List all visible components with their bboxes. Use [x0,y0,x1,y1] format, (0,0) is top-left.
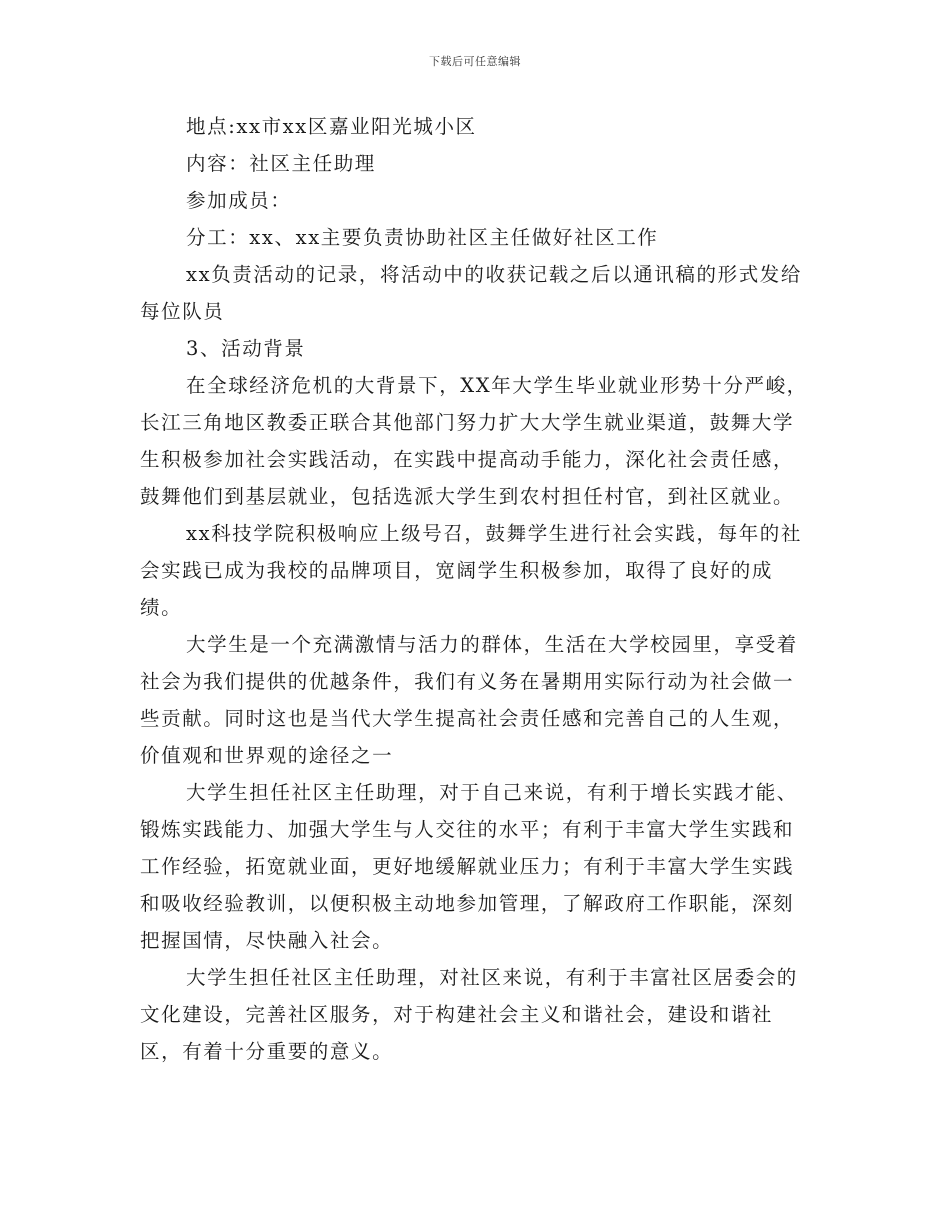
paragraph-background-1: 在全球经济危机的大背景下，XX年大学生毕业就业形势十分严峻，长江三角地区教委正联合其他部门努力扩大大学生就业渠道，鼓舞大学生积极参加社会实践活动，在实践中提高动手能力，深化社会责任感，鼓舞他们到基层就业，包括选派大学生到农村担任村官，到社区就业。 [140,374,808,508]
paragraph-background-3: 大学生是一个充满激情与活力的群体，生活在大学校园里，享受着社会为我们提供的优越条件，我们有义务在暑期用实际行动为社会做一些贡献。同时这也是当代大学生提高社会责任感和完善自己的人生观，价值观和世界观的途径之一 [140,633,798,767]
paragraph-content: 内容：社区主任助理 [186,152,376,175]
paragraph-background-5: 大学生担任社区主任助理，对社区来说，有利于丰富社区居委会的文化建设，完善社区服务，对于构建社会主义和谐社会，建设和谐社区，有着十分重要的意义。 [140,966,798,1063]
paragraph-location: 地点:xx市xx区嘉业阳光城小区 [186,115,477,138]
paragraph-recorder: xx负责活动的记录，将活动中的收获记载之后以通讯稿的形式发给每位队员 [140,263,802,323]
paragraph-background-4: 大学生担任社区主任助理，对于自己来说，有利于增长实践才能、锻炼实践能力、加强大学生与人交往的水平；有利于丰富大学生实践和工作经验，拓宽就业面，更好地缓解就业压力；有利于丰富大学生实践和吸收经验教训，以便积极主动地参加管理，了解政府工作职能，深刻把握国情，尽快融入社会。 [140,781,798,952]
section-heading-background: 3、活动背景 [186,337,306,360]
header-note: 下载后可任意编辑 [429,55,521,68]
document-body [140,108,808,1070]
paragraph-division: 分工：xx、xx主要负责协助社区主任做好社区工作 [186,226,659,249]
paragraph-members: 参加成员： [186,189,292,212]
paragraph-background-2: xx科技学院积极响应上级号召，鼓舞学生进行社会实践，每年的社会实践已成为我校的品牌项目，宽阔学生积极参加，取得了良好的成绩。 [140,522,802,619]
